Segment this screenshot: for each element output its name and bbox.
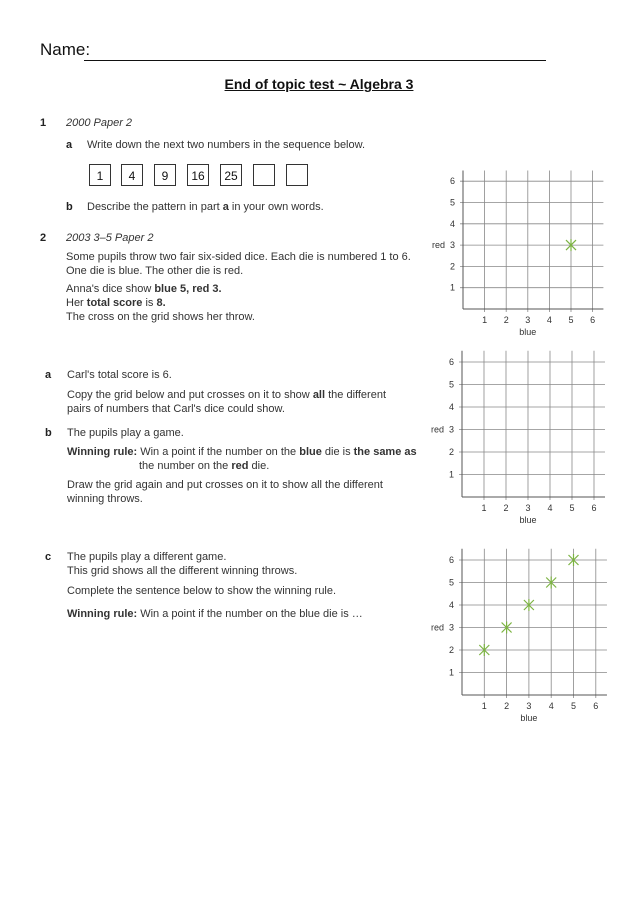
y-tick-label: 2 [448, 645, 454, 655]
x-tick-label: 2 [504, 701, 510, 711]
y-axis-label: red [430, 424, 444, 435]
q2-anna-throw: Anna's dice show blue 5, red 3. Her total score is 8. The cross on the grid shows her throw. [66, 283, 255, 323]
y-tick-label: 1 [449, 282, 455, 293]
x-tick-label: 6 [591, 503, 597, 513]
y-tick-label: 2 [449, 261, 455, 272]
q1-part-a-text: Write down the next two numbers in the sequence below. [87, 139, 366, 151]
sequence-box-2: 4 [121, 164, 143, 186]
x-tick-label: 5 [568, 315, 574, 325]
y-tick-label: 1 [448, 469, 454, 480]
x-tick-label: 2 [503, 315, 509, 325]
y-tick-label: 2 [448, 447, 454, 457]
y-tick-label: 6 [448, 357, 454, 367]
y-tick-label: 3 [448, 424, 454, 435]
question-1-number: 1 [40, 117, 47, 129]
x-tick-label: 6 [593, 701, 599, 711]
y-axis-label: red [431, 240, 445, 251]
q2-part-a-instructions: Copy the grid below and put crosses on it to show all the different pairs of numbers that Carl's dice could show. [67, 389, 386, 415]
x-tick-label: 4 [547, 503, 553, 513]
sequence-box-5: 25 [220, 164, 242, 186]
x-tick-label: 4 [546, 315, 552, 325]
x-axis-label: blue [519, 515, 537, 525]
x-axis-label: blue [520, 713, 538, 723]
q2-intro: Some pupils throw two fair six-sided dice. Each die is numbered 1 to 6. One die is blue. The other die is red. [66, 251, 411, 277]
x-tick-label: 3 [525, 503, 531, 513]
x-axis-label: blue [519, 327, 537, 337]
sequence-box-1: 1 [89, 164, 111, 186]
y-tick-label: 5 [448, 577, 454, 588]
q1-part-b-text: Describe the pattern in part a in your own words. [87, 201, 324, 213]
x-tick-label: 5 [570, 701, 577, 711]
q2-part-c-label: c [45, 551, 52, 563]
x-tick-label: 3 [526, 701, 532, 711]
q2-part-c-text: The pupils play a different game. This grid shows all the different winning throws. [67, 551, 298, 577]
y-tick-label: 4 [448, 402, 454, 412]
page-title: End of topic test ~ Algebra 3 [224, 76, 414, 92]
x-tick-label: 6 [590, 315, 596, 325]
q1-part-b-label: b [66, 201, 73, 213]
q2-part-b-draw: Draw the grid again and put crosses on it to show all the different winning throws. [67, 479, 383, 505]
y-tick-label: 6 [449, 176, 455, 187]
sequence-box-4: 16 [187, 164, 209, 186]
q2-part-b-text: The pupils play a game. [67, 427, 184, 439]
y-tick-label: 5 [448, 379, 454, 390]
question-2-source: 2003 3–5 Paper 2 [66, 232, 154, 244]
x-tick-label: 4 [548, 701, 554, 711]
y-tick-label: 4 [449, 218, 455, 229]
y-tick-label: 6 [448, 555, 454, 565]
x-tick-label: 1 [481, 503, 487, 513]
x-tick-label: 3 [525, 315, 531, 325]
y-tick-label: 5 [449, 197, 455, 208]
y-axis-label: red [430, 622, 444, 633]
question-2-number: 2 [40, 232, 47, 244]
q2-part-b-label: b [45, 427, 52, 439]
sequence-box-3: 9 [154, 164, 176, 186]
name-label: Name: [40, 40, 91, 59]
y-tick-label: 4 [448, 600, 454, 610]
q2-part-b-rule: Winning rule: Win a point if the number on the blue die is the same as the number on the red die. [67, 446, 417, 472]
q2-part-c-rule: Winning rule: Win a point if the number on the blue die is … [67, 608, 363, 620]
y-tick-label: 1 [448, 667, 454, 678]
q1-part-a-label: a [66, 139, 73, 151]
x-tick-label: 5 [569, 503, 575, 513]
q2-part-a-label: a [45, 369, 52, 381]
y-tick-label: 3 [448, 622, 454, 633]
question-1-source: 2000 Paper 2 [66, 117, 133, 129]
x-tick-label: 1 [482, 315, 488, 325]
q2-part-a-text: Carl's total score is 6. [67, 369, 172, 381]
q2-part-c-instruction: Complete the sentence below to show the winning rule. [67, 585, 337, 597]
x-tick-label: 2 [503, 503, 509, 513]
x-tick-label: 1 [481, 701, 487, 711]
y-tick-label: 3 [449, 240, 455, 251]
